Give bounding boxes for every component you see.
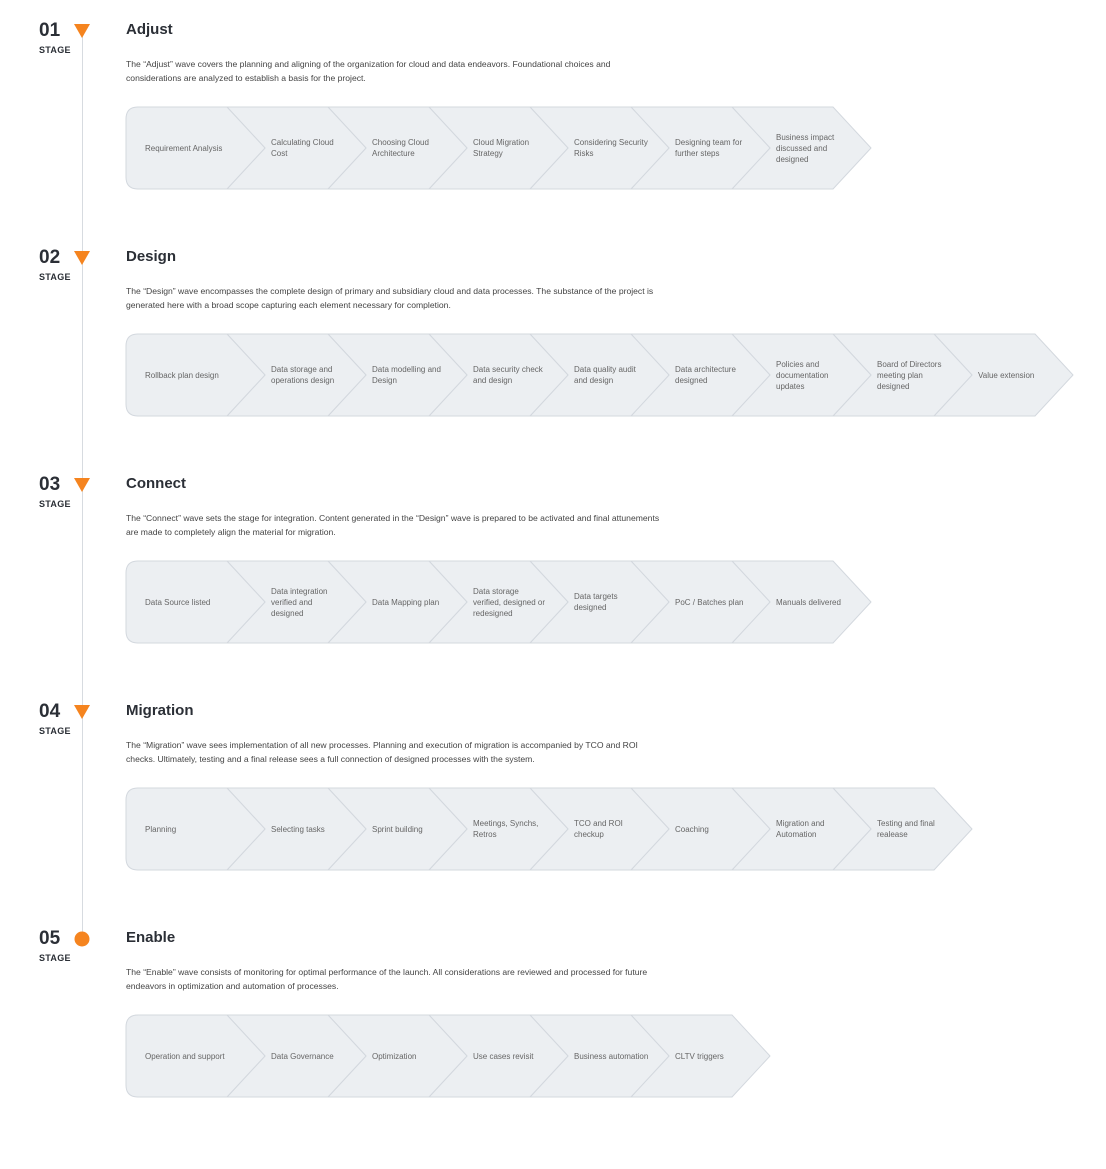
step-label: Operation and support	[145, 1051, 225, 1061]
step-label: Optimization	[372, 1051, 417, 1061]
step-label: Value extension	[978, 370, 1035, 380]
step-label: Data storage verified, designed or redesigned	[473, 586, 546, 618]
step-label: Selecting tasks	[271, 824, 325, 834]
triangle-down-icon	[74, 250, 90, 266]
stage-number: 01	[39, 20, 61, 41]
stage-description: The “Connect” wave sets the stage for integration. Content generated in the “Design” wave is prepared to be activated and final attunements are made to completely align the material for migration.	[126, 513, 660, 537]
step-label: Sprint building	[372, 824, 423, 834]
step-label: Data Source listed	[145, 597, 211, 607]
stage-title: Migration	[126, 702, 194, 719]
step-label: Planning	[145, 824, 177, 834]
step-label: Manuals delivered	[776, 597, 841, 607]
step-label: Testing and final realease	[877, 819, 935, 839]
triangle-down-icon	[74, 704, 90, 720]
step-label: Data Governance	[271, 1051, 334, 1061]
stage-label: STAGE	[39, 726, 71, 736]
step-label: Data security check and design	[473, 365, 543, 385]
step-label: CLTV triggers	[675, 1051, 724, 1061]
step-label: Cloud Migration Strategy	[473, 138, 530, 158]
step-label: Coaching	[675, 824, 709, 834]
triangle-down-icon	[74, 477, 90, 493]
step-label: Calculating Cloud Cost	[271, 138, 334, 158]
step-flow	[126, 106, 871, 190]
stage-number: 03	[39, 474, 61, 495]
step-label: PoC / Batches plan	[675, 597, 744, 607]
step-label: Data modelling and Design	[372, 365, 441, 385]
step-label: Board of Directors meeting plan designed	[877, 359, 942, 391]
step-label: Rollback plan design	[145, 370, 219, 380]
step-label: Designing team for further steps	[675, 138, 743, 158]
stage-description: The “Design” wave encompasses the complete design of primary and subsidiary cloud and data processes. The substance of the project is generated here with a broad scope capturing each element necessary for completion.	[126, 286, 654, 310]
step-label: Use cases revisit	[473, 1051, 534, 1061]
step-label: Data Mapping plan	[372, 597, 440, 607]
circle-icon	[74, 931, 90, 947]
stage-title: Connect	[126, 475, 186, 492]
step-label: Business impact discussed and designed	[776, 132, 835, 164]
stage-description: The “Adjust” wave covers the planning and aligning of the organization for cloud and data endeavors. Foundational choices and considerations are analyzed to establish a basis for the project.	[126, 59, 611, 83]
stage-description: The “Enable” wave consists of monitoring for optimal performance of the launch. All considerations are reviewed and processed for future endeavors in optimization and automation of processes.	[126, 967, 648, 991]
step-label: Data quality audit and design	[574, 365, 636, 385]
stage-label: STAGE	[39, 499, 71, 509]
step-flow	[126, 1014, 770, 1098]
step-label: Migration and Automation	[776, 819, 825, 839]
stage-label: STAGE	[39, 272, 71, 282]
stage-label: STAGE	[39, 953, 71, 963]
step-label: Requirement Analysis	[145, 143, 223, 153]
step-label: Choosing Cloud Architecture	[372, 138, 429, 158]
step-label: Data targets designed	[574, 592, 618, 612]
step-label: Data storage and operations design	[271, 365, 335, 385]
step-flow	[126, 560, 871, 644]
stage-label: STAGE	[39, 45, 71, 55]
step-label: Policies and documentation updates	[776, 359, 829, 391]
step-label: Meetings, Synchs, Retros	[473, 819, 539, 839]
step-label: Data architecture designed	[675, 365, 736, 385]
stage-number: 02	[39, 247, 61, 268]
step-label: Considering Security Risks	[574, 138, 648, 158]
triangle-down-icon	[74, 23, 90, 39]
step-flow	[126, 787, 972, 871]
stage-title: Enable	[126, 929, 176, 946]
step-label: Business automation	[574, 1051, 649, 1061]
step-label: Data integration verified and designed	[271, 586, 328, 618]
stage-number: 04	[39, 701, 61, 722]
stage-title: Adjust	[126, 21, 173, 38]
stage-title: Design	[126, 248, 177, 265]
step-label: TCO and ROI checkup	[574, 819, 623, 839]
stage-description: The “Migration” wave sees implementation of all new processes. Planning and execution of migration is accompanied by TCO and ROI checks. Ultimately, testing and a final release sees a full connection of designed processes with the system.	[126, 740, 638, 764]
stage-number: 05	[39, 928, 61, 949]
step-flow	[126, 333, 1073, 417]
